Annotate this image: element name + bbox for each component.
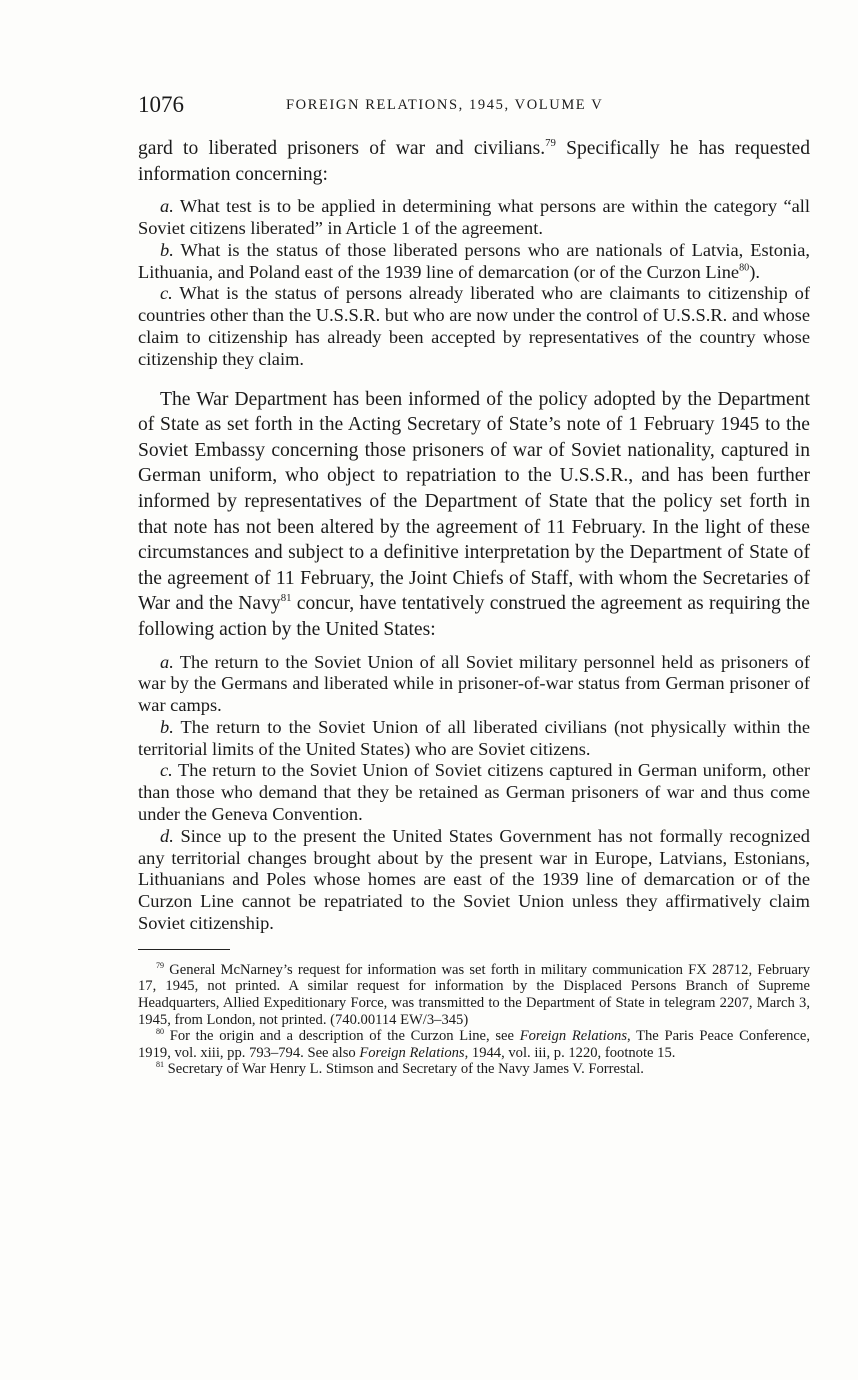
question-text: What is the status of persons already liberated who are claimants to citizenship of countries other than the U.S.S.R. but who are now under the control of U.S.S.R. and whose claim to citizenship has already been accepted by representatives of the country whose citizenship they claim. — [138, 283, 810, 369]
footnote-text: Secretary of War Henry L. Stimson and Secretary of the Navy James V. Forrestal. — [164, 1061, 644, 1078]
action-text: Since up to the present the United States Government has not formally recognized any territorial changes brought about by the present war in Europe, Latvians, Estonians, Lithuanians and Poles whose homes are east of the 1939 line of demarcation or of the Curzon Line cannot be repatriated to the Soviet Union unless they affirmatively claim Soviet citizenship. — [138, 825, 810, 934]
action-item — [138, 760, 810, 825]
footnote-text: , The Paris Peace Conference, 1919, vol. xiii, pp. 793–794. See also — [138, 1028, 810, 1061]
footnote-citation: Foreign Relations — [519, 1028, 627, 1045]
main-text: The War Department has been informed of the policy adopted by the Department of State as set forth in the Acting Secretary of State’s note of 1 February 1945 to the Soviet Embassy concerning those prisoners of war of Soviet nationality, captured in German uniform, who object to repatriation to the U.S.S.R., and has been further informed by representatives of the Department of State that the policy set forth in that note has not been altered by the agreement of 11 February. In the light of these circumstances and subject to a definitive interpretation by the Department of State of the agreement of 11 February, the Joint Chiefs of Staff, with whom the Secretaries of War and the Navy — [138, 388, 810, 615]
footnote-81 — [138, 1061, 810, 1078]
body-text — [138, 136, 810, 1078]
action-item — [138, 717, 810, 761]
footnote-text: For the origin and a description of the Curzon Line, see — [164, 1028, 520, 1045]
action-item — [138, 826, 810, 935]
action-letter: b. — [160, 716, 174, 737]
page-header — [138, 92, 810, 122]
action-text: The return to the Soviet Union of all Soviet military personnel held as prisoners of war by the Germans and liberated while in prisoner-of-war status from German prisoner of war camps. — [138, 651, 810, 716]
action-text: The return to the Soviet Union of all liberated civilians (not physically within the territorial limits of the United States) who are Soviet citizens. — [138, 716, 810, 759]
intro-paragraph — [138, 136, 810, 187]
intro-text-after: Specifically he has requested information concerning: — [138, 138, 810, 185]
footnotes — [138, 962, 810, 1078]
main-paragraph — [138, 387, 810, 643]
footnote-ref-79[interactable]: 79 — [545, 136, 556, 149]
running-head: FOREIGN RELATIONS, 1945, VOLUME V — [286, 97, 604, 113]
question-letter: c. — [160, 283, 173, 304]
footnote-divider — [138, 949, 230, 950]
question-item — [138, 196, 810, 240]
action-text: The return to the Soviet Union of Soviet citizens captured in German uniform, other than those who demand that they be retained as German prisoners of war and thus come under the Geneva Convention. — [138, 760, 810, 825]
footnote-number: 80 — [156, 1027, 165, 1037]
question-item — [138, 283, 810, 370]
question-letter: a. — [160, 196, 174, 217]
question-text-after: ). — [749, 261, 760, 282]
page-number: 1076 — [138, 92, 184, 117]
action-letter: d. — [160, 825, 174, 846]
questions-list — [138, 196, 810, 370]
action-letter: a. — [160, 651, 174, 672]
actions-list — [138, 652, 810, 935]
action-item — [138, 652, 810, 717]
footnote-79 — [138, 962, 810, 1028]
question-text: What is the status of those liberated persons who are nationals of Latvia, Estonia, Lithuania, and Poland east of the 1939 line of demarcation (or of the Curzon Line — [138, 239, 810, 282]
footnote-text: , 1944, vol. iii, p. 1220, footnote 15. — [464, 1044, 676, 1061]
footnote-text: General McNarney’s request for information was set forth in military communication FX 28712, February 17, 1945, not printed. A similar request for information by the Displaced Persons Branch of Supreme Headquarters, Allied Expeditionary Force, was transmitted to the Department of State in telegram 2207, March 3, 1945, from London, not printed. (740.00114 EW/3–345) — [138, 961, 810, 1028]
main-text-after: concur, have tentatively construed the agreement as requiring the following action by the United States: — [138, 593, 810, 640]
question-letter: b. — [160, 239, 174, 260]
footnote-number: 79 — [156, 960, 165, 970]
footnote-80 — [138, 1028, 810, 1061]
intro-text: gard to liberated prisoners of war and civilians. — [138, 138, 546, 159]
question-text: What test is to be applied in determining what persons are within the category “all Soviet citizens liberated” in Article 1 of the agreement. — [138, 196, 810, 238]
footnote-citation: Foreign Relations — [359, 1044, 465, 1061]
footnote-number: 81 — [156, 1060, 165, 1070]
footnote-ref-81[interactable]: 81 — [280, 592, 292, 605]
question-item — [138, 240, 810, 284]
action-letter: c. — [160, 760, 173, 781]
footnote-ref-80[interactable]: 80 — [739, 262, 750, 273]
